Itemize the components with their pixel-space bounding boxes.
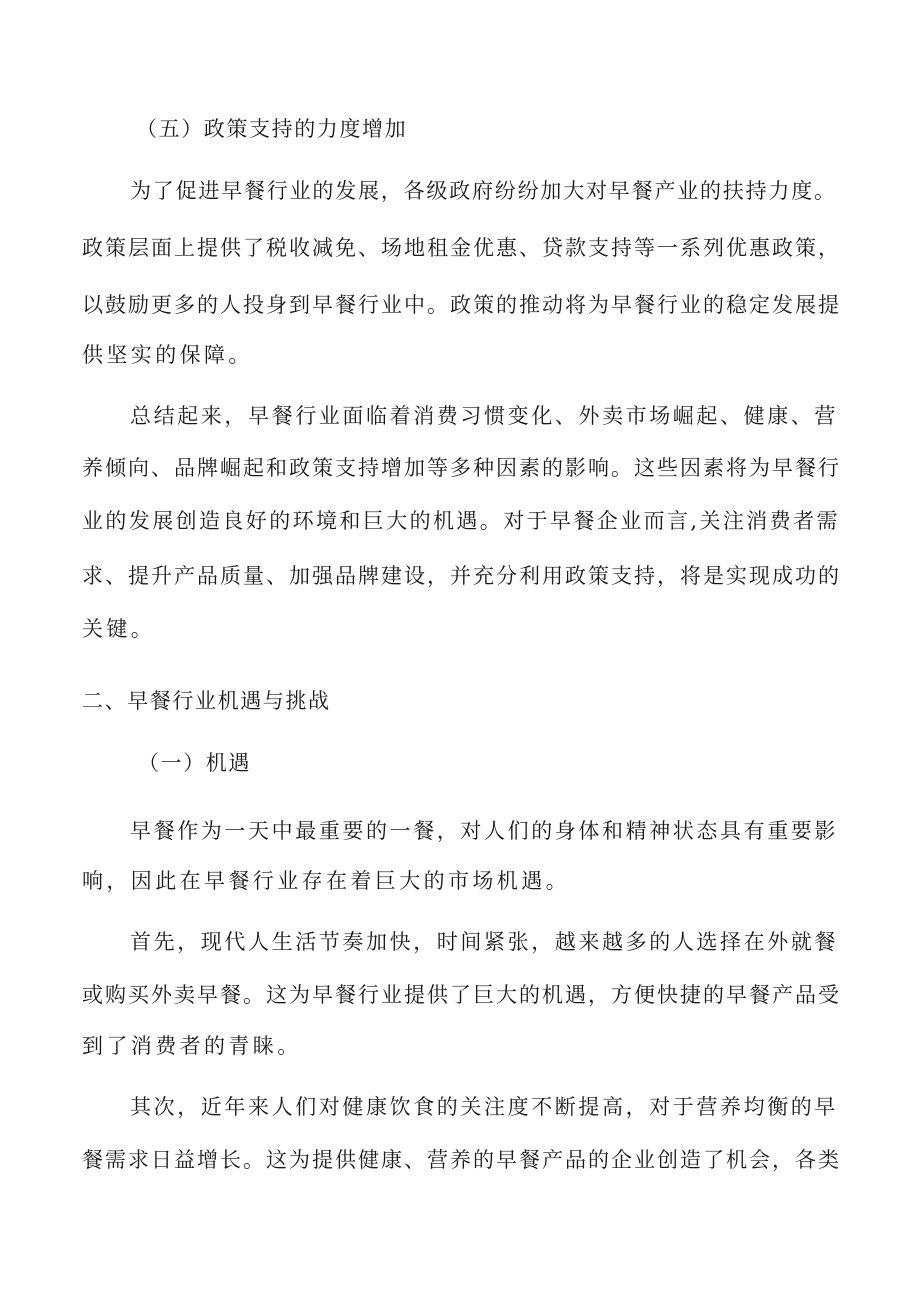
paragraph-line: 其次，近年来人们对健康饮食的关注度不断提高，对于营养均衡的早: [130, 1095, 838, 1119]
paragraph-line: 餐需求日益增长。这为提供健康、营养的早餐产品的企业创造了机会，各类: [82, 1148, 841, 1172]
paragraph-line: 政策层面上提供了税收减免、场地租金优惠、贷款支持等一系列优惠政策，: [82, 236, 841, 260]
paragraph-line: 关键。: [82, 617, 156, 641]
paragraph-line: 或购买外卖早餐。这为早餐行业提供了巨大的机遇，方便快捷的早餐产品受: [82, 983, 841, 1007]
subsection-heading-opportunities: （一）机遇: [138, 751, 251, 775]
section-heading-policy-support: （五）政策支持的力度增加: [136, 117, 408, 141]
paragraph-line: 养倾向、品牌崛起和政策支持增加等多种因素的影响。这些因素将为早餐行: [82, 456, 841, 480]
paragraph-line: 以鼓励更多的人投身到早餐行业中。政策的推动将为早餐行业的稳定发展提: [82, 293, 841, 317]
paragraph-line: 到了消费者的青睐。: [82, 1034, 302, 1058]
paragraph-line: 响，因此在早餐行业存在着巨大的市场机遇。: [82, 869, 570, 893]
paragraph-line: 业的发展创造良好的环境和巨大的机遇。对于早餐企业而言,关注消费者需: [82, 509, 840, 533]
paragraph-line: 总结起来，早餐行业面临着消费习惯变化、外卖市场崛起、健康、营: [130, 404, 838, 428]
paragraph-line: 供坚实的保障。: [82, 343, 253, 367]
paragraph-line: 求、提升产品质量、加强品牌建设，并充分利用政策支持，将是实现成功的: [82, 564, 841, 588]
paragraph-line: 为了促进早餐行业的发展，各级政府纷纷加大对早餐产业的扶持力度。: [130, 179, 837, 203]
paragraph-line: 首先，现代人生活节奏加快，时间紧张，越来越多的人选择在外就餐: [130, 930, 838, 954]
chapter-heading-opportunities-challenges: 二、早餐行业机遇与挑战: [82, 689, 331, 713]
paragraph-line: 早餐作为一天中最重要的一餐，对人们的身体和精神状态具有重要影: [130, 819, 838, 843]
